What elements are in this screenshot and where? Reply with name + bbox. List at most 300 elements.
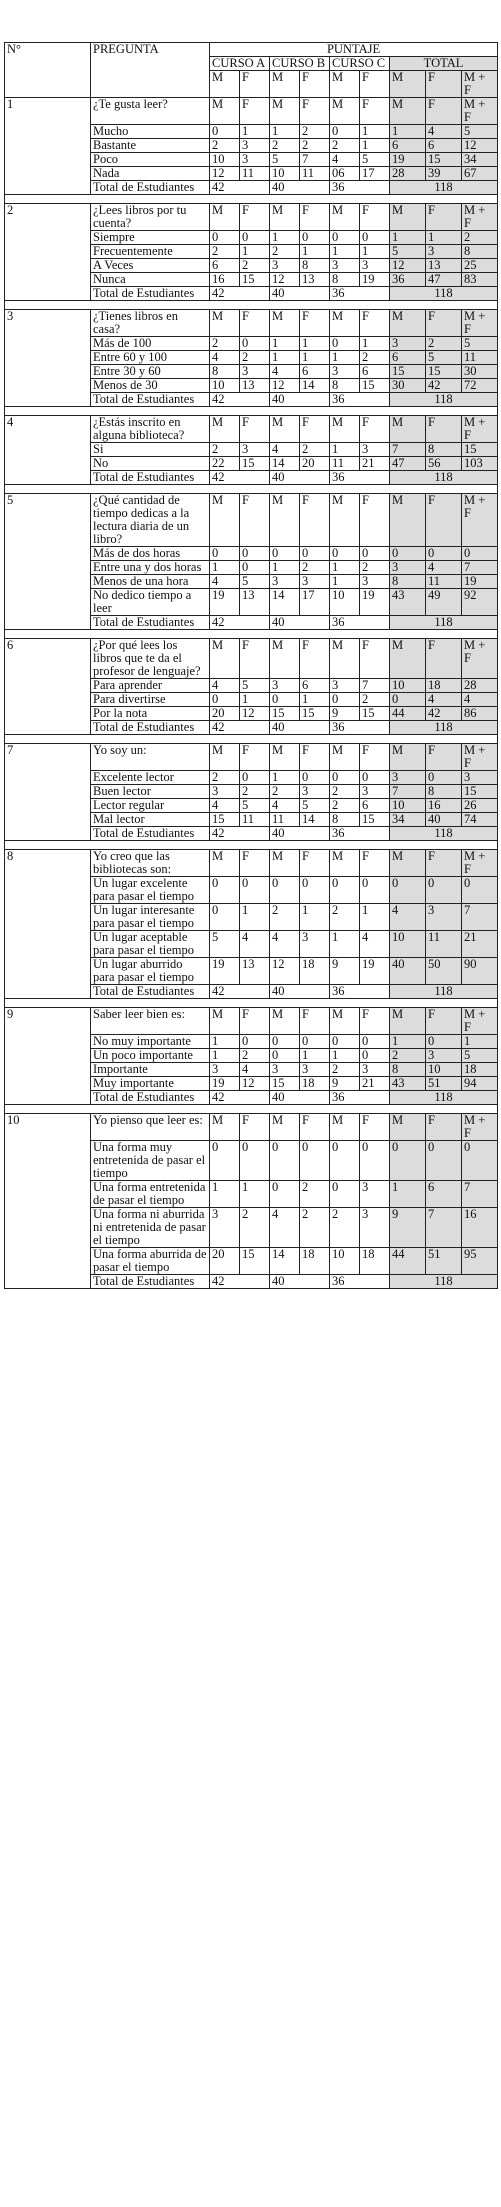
answer-value: 2 <box>330 1063 360 1077</box>
column-label: M + F <box>462 1008 498 1035</box>
answer-value: 94 <box>462 1077 498 1091</box>
answer-value: 0 <box>426 877 462 904</box>
answer-value: 0 <box>330 877 360 904</box>
answer-value: 39 <box>426 167 462 181</box>
question-text: ¿Estás inscrito en alguna biblioteca? <box>91 416 210 443</box>
answer-value: 2 <box>210 245 240 259</box>
answer-value: 1 <box>210 1181 240 1208</box>
answer-value: 18 <box>300 1077 330 1091</box>
question-number: 2 <box>5 204 91 301</box>
column-label: F <box>360 204 390 231</box>
answer-value: 8 <box>330 379 360 393</box>
header-course-a: CURSO A <box>210 57 270 71</box>
answer-value: 2 <box>270 904 300 931</box>
question-number: 3 <box>5 310 91 407</box>
answer-value: 3 <box>210 785 240 799</box>
answer-value: 40 <box>390 958 426 985</box>
column-label: M <box>330 494 360 547</box>
column-label: F <box>426 1114 462 1141</box>
total-course-b: 40 <box>270 181 330 195</box>
answer-value: 0 <box>240 337 270 351</box>
answer-value: 40 <box>426 813 462 827</box>
answer-value: 12 <box>240 707 270 721</box>
total-course-a: 42 <box>210 985 270 999</box>
answer-value: 0 <box>240 561 270 575</box>
answer-value: 0 <box>240 877 270 904</box>
answer-label: Menos de 30 <box>91 379 210 393</box>
answer-value: 42 <box>426 707 462 721</box>
total-course-a: 42 <box>210 827 270 841</box>
total-label: Total de Estudiantes <box>91 471 210 485</box>
answer-value: 0 <box>210 231 240 245</box>
total-label: Total de Estudiantes <box>91 827 210 841</box>
total-all: 118 <box>390 616 498 630</box>
total-course-c: 36 <box>330 1091 390 1105</box>
column-label: M <box>270 1114 300 1141</box>
answer-label: Un lugar interesante para pasar el tiempo <box>91 904 210 931</box>
total-all: 118 <box>390 985 498 999</box>
answer-value: 8 <box>390 1063 426 1077</box>
answer-value: 15 <box>462 443 498 457</box>
column-label: M <box>210 204 240 231</box>
column-label: M <box>330 98 360 125</box>
answer-label: Lector regular <box>91 799 210 813</box>
column-label: M <box>390 204 426 231</box>
answer-value: 0 <box>270 693 300 707</box>
answer-value: 12 <box>390 259 426 273</box>
answer-value: 4 <box>240 1063 270 1077</box>
answer-value: 8 <box>210 365 240 379</box>
column-label: M <box>270 850 300 877</box>
answer-value: 7 <box>462 904 498 931</box>
answer-value: 2 <box>300 1208 330 1248</box>
answer-value: 0 <box>360 231 390 245</box>
column-label: F <box>240 744 270 771</box>
answer-value: 3 <box>270 1063 300 1077</box>
answer-value: 10 <box>330 589 360 616</box>
total-all: 118 <box>390 1091 498 1105</box>
answer-value: 9 <box>330 958 360 985</box>
answer-value: 0 <box>426 547 462 561</box>
answer-label: Más de 100 <box>91 337 210 351</box>
answer-value: 1 <box>240 245 270 259</box>
answer-value: 3 <box>360 1181 390 1208</box>
question-number: 10 <box>5 1114 91 1289</box>
answer-value: 1 <box>390 231 426 245</box>
answer-label: Buen lector <box>91 785 210 799</box>
answer-value: 2 <box>360 561 390 575</box>
answer-value: 6 <box>360 799 390 813</box>
answer-label: Poco <box>91 153 210 167</box>
answer-label: Un poco importante <box>91 1049 210 1063</box>
answer-value: 15 <box>300 707 330 721</box>
answer-value: 5 <box>462 337 498 351</box>
answer-value: 20 <box>210 1248 240 1275</box>
total-course-a: 42 <box>210 1275 270 1289</box>
answer-value: 4 <box>426 693 462 707</box>
column-label: M <box>390 744 426 771</box>
answer-label: Nada <box>91 167 210 181</box>
column-label: M <box>210 98 240 125</box>
answer-value: 18 <box>300 1248 330 1275</box>
total-course-b: 40 <box>270 393 330 407</box>
answer-value: 4 <box>270 931 300 958</box>
answer-value: 67 <box>462 167 498 181</box>
section-spacer <box>5 735 498 744</box>
answer-value: 0 <box>300 231 330 245</box>
answer-value: 3 <box>360 443 390 457</box>
answer-value: 1 <box>360 139 390 153</box>
answer-value: 6 <box>300 365 330 379</box>
answer-value: 0 <box>462 547 498 561</box>
answer-value: 12 <box>270 379 300 393</box>
answer-value: 15 <box>270 707 300 721</box>
answer-value: 3 <box>330 259 360 273</box>
answer-value: 1 <box>426 231 462 245</box>
answer-value: 13 <box>240 958 270 985</box>
answer-value: 1 <box>270 351 300 365</box>
question-number: 7 <box>5 744 91 841</box>
answer-value: 12 <box>270 273 300 287</box>
column-label: F <box>300 639 330 679</box>
answer-value: 3 <box>390 337 426 351</box>
answer-value: 3 <box>360 575 390 589</box>
total-course-a: 42 <box>210 721 270 735</box>
column-label: M + F <box>462 98 498 125</box>
answer-value: 0 <box>330 1181 360 1208</box>
answer-value: 2 <box>330 799 360 813</box>
answer-value: 6 <box>390 139 426 153</box>
answer-value: 1 <box>360 245 390 259</box>
total-course-b: 40 <box>270 1091 330 1105</box>
answer-value: 0 <box>330 1035 360 1049</box>
answer-value: 43 <box>390 1077 426 1091</box>
column-label: F <box>300 1008 330 1035</box>
answer-value: 4 <box>210 575 240 589</box>
answer-value: 0 <box>330 771 360 785</box>
answer-value: 15 <box>270 1077 300 1091</box>
answer-value: 0 <box>270 1049 300 1063</box>
answer-label: Siempre <box>91 231 210 245</box>
answer-value: 11 <box>426 575 462 589</box>
answer-value: 6 <box>426 1181 462 1208</box>
answer-value: 3 <box>240 153 270 167</box>
answer-value: 22 <box>210 457 240 471</box>
question-text: Yo creo que las bibliotecas son: <box>91 850 210 877</box>
column-label: F <box>240 494 270 547</box>
answer-value: 17 <box>360 167 390 181</box>
column-label: M + F <box>462 639 498 679</box>
answer-value: 15 <box>426 153 462 167</box>
answer-value: 90 <box>462 958 498 985</box>
answer-value: 2 <box>210 139 240 153</box>
column-label: F <box>360 416 390 443</box>
answer-value: 2 <box>270 139 300 153</box>
answer-value: 0 <box>210 693 240 707</box>
answer-value: 4 <box>240 931 270 958</box>
total-label: Total de Estudiantes <box>91 721 210 735</box>
answer-value: 14 <box>270 457 300 471</box>
answer-value: 16 <box>210 273 240 287</box>
column-label: F <box>300 310 330 337</box>
answer-value: 19 <box>462 575 498 589</box>
answer-value: 8 <box>330 273 360 287</box>
answer-value: 0 <box>462 877 498 904</box>
answer-value: 30 <box>462 365 498 379</box>
answer-value: 0 <box>390 1141 426 1181</box>
total-label: Total de Estudiantes <box>91 181 210 195</box>
answer-value: 0 <box>426 1141 462 1181</box>
column-label: F <box>300 416 330 443</box>
header-score: PUNTAJE <box>210 43 498 57</box>
answer-value: 13 <box>240 589 270 616</box>
column-label: F <box>426 639 462 679</box>
question-number: 1 <box>5 98 91 195</box>
answer-value: 47 <box>426 273 462 287</box>
answer-value: 15 <box>360 813 390 827</box>
column-label: F <box>240 416 270 443</box>
total-course-c: 36 <box>330 471 390 485</box>
answer-value: 3 <box>330 365 360 379</box>
answer-value: 06 <box>330 167 360 181</box>
answer-value: 11 <box>426 931 462 958</box>
column-label: M <box>210 639 240 679</box>
answer-value: 2 <box>426 337 462 351</box>
answer-value: 19 <box>210 1077 240 1091</box>
answer-value: 3 <box>360 259 390 273</box>
answer-value: 3 <box>360 785 390 799</box>
total-course-c: 36 <box>330 985 390 999</box>
answer-value: 5 <box>462 125 498 139</box>
column-label: M <box>330 744 360 771</box>
column-label: M <box>390 494 426 547</box>
answer-value: 19 <box>210 589 240 616</box>
header-col: M <box>390 71 426 98</box>
answer-value: 19 <box>360 958 390 985</box>
total-course-c: 36 <box>330 287 390 301</box>
answer-value: 3 <box>210 1208 240 1248</box>
answer-value: 5 <box>360 153 390 167</box>
total-label: Total de Estudiantes <box>91 616 210 630</box>
answer-value: 9 <box>330 707 360 721</box>
answer-value: 0 <box>300 1035 330 1049</box>
answer-value: 2 <box>330 1208 360 1248</box>
answer-value: 0 <box>330 337 360 351</box>
survey-table <box>4 42 498 1289</box>
answer-value: 0 <box>390 693 426 707</box>
answer-label: Mal lector <box>91 813 210 827</box>
answer-value: 0 <box>330 1141 360 1181</box>
answer-value: 2 <box>240 259 270 273</box>
column-label: F <box>300 98 330 125</box>
answer-value: 3 <box>270 679 300 693</box>
column-label: F <box>360 310 390 337</box>
answer-value: 4 <box>360 931 390 958</box>
answer-value: 92 <box>462 589 498 616</box>
answer-value: 20 <box>300 457 330 471</box>
section-spacer <box>5 195 498 204</box>
answer-value: 5 <box>390 245 426 259</box>
answer-value: 8 <box>300 259 330 273</box>
answer-value: 2 <box>300 561 330 575</box>
answer-value: 0 <box>330 125 360 139</box>
column-label: M <box>390 1114 426 1141</box>
column-label: F <box>240 639 270 679</box>
answer-value: 30 <box>390 379 426 393</box>
answer-value: 7 <box>390 785 426 799</box>
total-course-b: 40 <box>270 616 330 630</box>
column-label: F <box>360 1114 390 1141</box>
answer-value: 16 <box>426 799 462 813</box>
answer-value: 18 <box>462 1063 498 1077</box>
header-col: F <box>360 71 390 98</box>
column-label: M <box>210 494 240 547</box>
answer-value: 0 <box>270 877 300 904</box>
answer-value: 0 <box>240 1035 270 1049</box>
answer-value: 5 <box>240 799 270 813</box>
answer-value: 15 <box>210 813 240 827</box>
total-course-b: 40 <box>270 471 330 485</box>
answer-value: 10 <box>270 167 300 181</box>
question-text: Yo pienso que leer es: <box>91 1114 210 1141</box>
answer-value: 15 <box>360 379 390 393</box>
answer-value: 8 <box>390 575 426 589</box>
answer-value: 10 <box>390 931 426 958</box>
answer-value: 0 <box>240 771 270 785</box>
total-label: Total de Estudiantes <box>91 287 210 301</box>
answer-value: 2 <box>240 1208 270 1248</box>
answer-value: 12 <box>240 1077 270 1091</box>
question-header-row <box>5 1008 498 1035</box>
answer-label: Más de dos horas <box>91 547 210 561</box>
answer-value: 7 <box>360 679 390 693</box>
column-label: F <box>240 850 270 877</box>
column-label: M <box>270 204 300 231</box>
answer-value: 7 <box>426 1208 462 1248</box>
answer-value: 11 <box>240 167 270 181</box>
answer-value: 0 <box>240 1141 270 1181</box>
total-all: 118 <box>390 393 498 407</box>
answer-label: Una forma aburrida de pasar el tiempo <box>91 1248 210 1275</box>
answer-value: 15 <box>390 365 426 379</box>
answer-value: 15 <box>360 707 390 721</box>
answer-value: 2 <box>300 1181 330 1208</box>
column-label: M + F <box>462 204 498 231</box>
column-label: F <box>300 204 330 231</box>
column-label: F <box>426 494 462 547</box>
answer-label: Un lugar aburrido para pasar el tiempo <box>91 958 210 985</box>
column-label: M + F <box>462 494 498 547</box>
answer-value: 0 <box>210 904 240 931</box>
answer-value: 0 <box>240 547 270 561</box>
header-col: M <box>270 71 300 98</box>
answer-value: 47 <box>390 457 426 471</box>
total-all: 118 <box>390 827 498 841</box>
column-label: F <box>426 310 462 337</box>
answer-value: 51 <box>426 1077 462 1091</box>
question-text: Saber leer bien es: <box>91 1008 210 1035</box>
answer-value: 3 <box>300 575 330 589</box>
answer-label: Una forma muy entretenida de pasar el tiempo <box>91 1141 210 1181</box>
header-total: TOTAL <box>390 57 498 71</box>
question-text: ¿Qué cantidad de tiempo dedicas a la lectura diaria de un libro? <box>91 494 210 547</box>
total-course-c: 36 <box>330 181 390 195</box>
column-label: F <box>426 850 462 877</box>
answer-value: 2 <box>300 443 330 457</box>
question-text: ¿Tienes libros en casa? <box>91 310 210 337</box>
answer-value: 5 <box>270 153 300 167</box>
answer-label: Bastante <box>91 139 210 153</box>
answer-value: 1 <box>240 125 270 139</box>
column-label: M <box>270 494 300 547</box>
answer-value: 9 <box>330 1077 360 1091</box>
answer-label: Muy importante <box>91 1077 210 1091</box>
total-course-c: 36 <box>330 393 390 407</box>
answer-value: 5 <box>426 351 462 365</box>
column-label: M <box>390 850 426 877</box>
answer-label: Una forma ni aburrida ni entretenida de pasar el tiempo <box>91 1208 210 1248</box>
answer-value: 6 <box>300 679 330 693</box>
question-header-row <box>5 1114 498 1141</box>
column-label: M <box>210 850 240 877</box>
answer-value: 25 <box>462 259 498 273</box>
question-header-row <box>5 639 498 679</box>
answer-value: 0 <box>300 771 330 785</box>
answer-value: 20 <box>210 707 240 721</box>
total-label: Total de Estudiantes <box>91 393 210 407</box>
answer-value: 0 <box>210 877 240 904</box>
section-spacer <box>5 841 498 850</box>
header-course-b: CURSO B <box>270 57 330 71</box>
question-number: 6 <box>5 639 91 735</box>
total-course-a: 42 <box>210 181 270 195</box>
answer-value: 0 <box>330 547 360 561</box>
answer-value: 26 <box>462 799 498 813</box>
answer-value: 1 <box>360 125 390 139</box>
answer-value: 4 <box>390 904 426 931</box>
answer-label: No dedico tiempo a leer <box>91 589 210 616</box>
answer-value: 10 <box>210 153 240 167</box>
question-header-row <box>5 310 498 337</box>
question-header-row <box>5 494 498 547</box>
section-spacer <box>5 1105 498 1114</box>
answer-value: 0 <box>426 1035 462 1049</box>
answer-value: 3 <box>240 139 270 153</box>
total-course-b: 40 <box>270 985 330 999</box>
answer-value: 3 <box>240 365 270 379</box>
answer-value: 3 <box>210 1063 240 1077</box>
total-course-c: 36 <box>330 721 390 735</box>
column-label: M <box>390 416 426 443</box>
column-label: M + F <box>462 1114 498 1141</box>
answer-value: 1 <box>240 1181 270 1208</box>
answer-value: 56 <box>426 457 462 471</box>
column-label: M + F <box>462 416 498 443</box>
total-course-a: 42 <box>210 616 270 630</box>
answer-value: 0 <box>270 547 300 561</box>
answer-value: 21 <box>360 457 390 471</box>
answer-value: 0 <box>330 231 360 245</box>
answer-value: 4 <box>210 799 240 813</box>
header-col: F <box>300 71 330 98</box>
column-label: M <box>270 744 300 771</box>
column-label: M <box>330 204 360 231</box>
column-label: F <box>240 310 270 337</box>
answer-value: 0 <box>360 547 390 561</box>
column-label: F <box>360 1008 390 1035</box>
column-label: F <box>360 98 390 125</box>
answer-value: 11 <box>462 351 498 365</box>
